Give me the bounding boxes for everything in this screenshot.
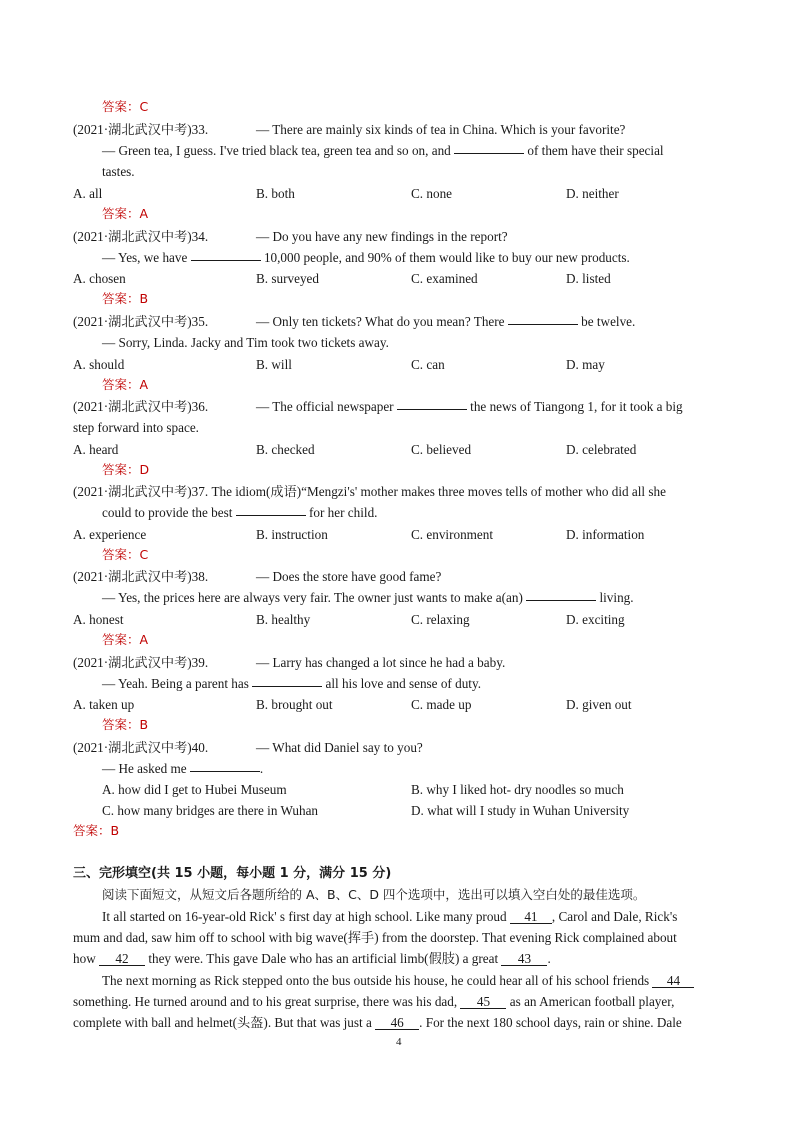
q38-option-d: D. exciting xyxy=(566,612,625,627)
q38-line2: — Yes, the prices here are always very fair. The owner just wants to make a(an) living. xyxy=(102,590,634,605)
passage-line: The next morning as Rick stepped onto the bus outside his house, he could hear all of his school friends 44 xyxy=(102,974,694,988)
q40-source: (2021·湖北武汉中考)40. xyxy=(73,740,209,755)
q33-option-c: C. none xyxy=(411,186,453,201)
q35-option-c: C. can xyxy=(411,357,445,372)
q39-line2: — Yeah. Being a parent has all his love and sense of duty. xyxy=(102,676,482,691)
passage-blank-41: 41 xyxy=(510,910,552,924)
q36-option-c: C. believed xyxy=(411,442,472,457)
answer-blank xyxy=(190,770,260,772)
q39-option-d: D. given out xyxy=(566,697,632,712)
answer-q39: 答案：B xyxy=(102,717,149,732)
answer-blank xyxy=(236,514,306,516)
q38-option-a: A. honest xyxy=(73,612,124,627)
q36-option-d: D. celebrated xyxy=(566,442,637,457)
q40-line2: — He asked me . xyxy=(102,761,264,776)
q34-option-c: C. examined xyxy=(411,271,478,286)
q39-option-c: C. made up xyxy=(411,697,472,712)
passage-line: It all started on 16-year-old Rick' s first day at high school. Like many proud 41 , Carol and Dale, Rick's xyxy=(102,909,678,924)
section-instruction: 阅读下面短文，从短文后各题所给的 A、B、C、D 四个选项中，选出可以填入空白处的最佳选项。 xyxy=(102,887,646,902)
page-number: 4 xyxy=(396,1036,402,1048)
q37-line2: could to provide the best for her child. xyxy=(102,505,378,520)
q37-option-c: C. environment xyxy=(411,527,494,542)
answer-q40: 答案：B xyxy=(73,823,120,838)
q37-option-b: B. instruction xyxy=(256,527,328,542)
q35-source: (2021·湖北武汉中考)35. xyxy=(73,314,209,329)
q33-line3: tastes. xyxy=(102,164,135,179)
passage-blank-45: 45 xyxy=(460,995,506,1009)
q35-line1: — Only ten tickets? What do you mean? There be twelve. xyxy=(256,314,636,329)
passage-line: complete with ball and helmet(头盔). But that was just a 46 . For the next 180 school days, rain or shine. Dale xyxy=(73,1015,682,1030)
q39-option-a: A. taken up xyxy=(73,697,135,712)
q39-source: (2021·湖北武汉中考)39. xyxy=(73,655,209,670)
passage-blank-44: 44 xyxy=(652,974,694,988)
passage-blank-42: 42 xyxy=(99,952,145,966)
q38-source: (2021·湖北武汉中考)38. xyxy=(73,569,209,584)
q34-line2: — Yes, we have 10,000 people, and 90% of them would like to buy our new products. xyxy=(102,250,630,265)
q35-option-d: D. may xyxy=(566,357,605,372)
q33-option-d: D. neither xyxy=(566,186,619,201)
q40-option-b: B. why I liked hot- dry noodles so much xyxy=(411,782,624,797)
q33-line1: — There are mainly six kinds of tea in China. Which is your favorite? xyxy=(256,122,626,137)
q35-option-b: B. will xyxy=(256,357,292,372)
q38-option-c: C. relaxing xyxy=(411,612,470,627)
q39-line1: — Larry has changed a lot since he had a baby. xyxy=(256,655,506,670)
answer-blank xyxy=(252,685,322,687)
q35-line2: — Sorry, Linda. Jacky and Tim took two tickets away. xyxy=(102,335,389,350)
answer-blank xyxy=(508,323,578,325)
q34-source: (2021·湖北武汉中考)34. xyxy=(73,229,209,244)
q34-option-d: D. listed xyxy=(566,271,611,286)
q40-option-c: C. how many bridges are there in Wuhan xyxy=(102,803,319,818)
answer-q37: 答案：C xyxy=(102,547,149,562)
q33-source: (2021·湖北武汉中考)33. xyxy=(73,122,209,137)
answer-blank xyxy=(526,599,596,601)
q36-option-b: B. checked xyxy=(256,442,315,457)
q33-option-a: A. all xyxy=(73,186,103,201)
q36-option-a: A. heard xyxy=(73,442,119,457)
q35-option-a: A. should xyxy=(73,357,125,372)
answer-q36: 答案：D xyxy=(102,462,150,477)
section-heading: 三、完形填空(共 15 小题，每小题 1 分，满分 15 分) xyxy=(73,866,392,881)
answer-q32: 答案：C xyxy=(102,99,149,114)
q36-source: (2021·湖北武汉中考)36. xyxy=(73,399,209,414)
q33-option-b: B. both xyxy=(256,186,295,201)
q38-option-b: B. healthy xyxy=(256,612,311,627)
q33-line2: — Green tea, I guess. I've tried black tea, green tea and so on, and of them have their special xyxy=(102,143,664,158)
passage-line: something. He turned around and to his great surprise, there was his dad, 45 as an American football player, xyxy=(73,994,675,1009)
passage-blank-46: 46 xyxy=(375,1016,419,1030)
q37-line1: (2021·湖北武汉中考)37. The idiom(成语)“Mengzi's' mother makes three moves tells of mother who did all she xyxy=(73,484,666,499)
passage-blank-43: 43 xyxy=(501,952,547,966)
answer-blank xyxy=(397,408,467,410)
q38-line1: — Does the store have good fame? xyxy=(256,569,442,584)
q39-option-b: B. brought out xyxy=(256,697,333,712)
q40-option-d: D. what will I study in Wuhan University xyxy=(411,803,630,818)
q40-line1: — What did Daniel say to you? xyxy=(256,740,423,755)
answer-blank xyxy=(454,152,524,154)
q36-line2: step forward into space. xyxy=(73,420,199,435)
answer-q38: 答案：A xyxy=(102,632,149,647)
q37-option-d: D. information xyxy=(566,527,645,542)
passage-line: mum and dad, saw him off to school with big wave(挥手) from the doorstep. That evening Rick complained about xyxy=(73,930,677,945)
answer-q33: 答案：A xyxy=(102,206,149,221)
q34-option-b: B. surveyed xyxy=(256,271,319,286)
answer-blank xyxy=(191,259,261,261)
q34-option-a: A. chosen xyxy=(73,271,126,286)
answer-q34: 答案：B xyxy=(102,291,149,306)
passage-line: how 42 they were. This gave Dale who has an artificial limb(假肢) a great 43 . xyxy=(73,951,551,966)
q40-option-a: A. how did I get to Hubei Museum xyxy=(102,782,287,797)
q34-line1: — Do you have any new findings in the report? xyxy=(256,229,508,244)
q37-option-a: A. experience xyxy=(73,527,147,542)
q36-line1: — The official newspaper the news of Tiangong 1, for it took a big xyxy=(256,399,683,414)
answer-q35: 答案：A xyxy=(102,377,149,392)
